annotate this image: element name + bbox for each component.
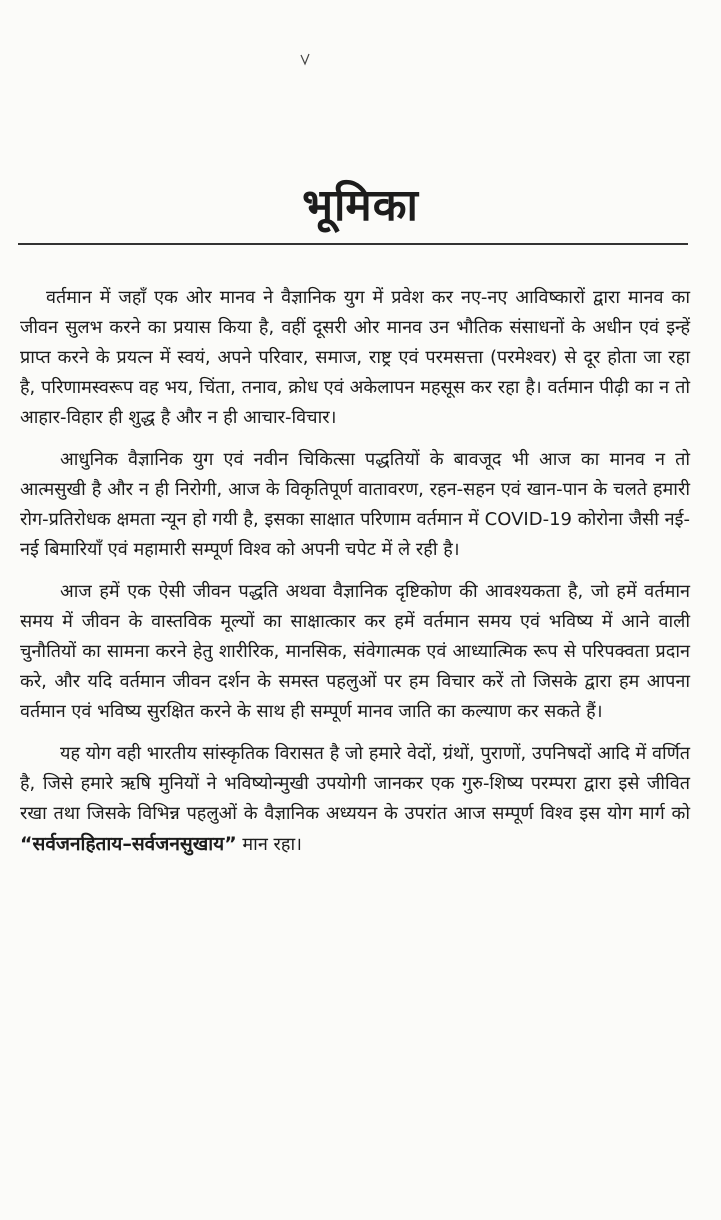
body-text	[20, 283, 690, 872]
paragraph-3: आज हमें एक ऐसी जीवन पद्धति अथवा वैज्ञानिक दृष्टिकोण की आवश्यकता है, जो हमें वर्तमान समय में जीवन के वास्तविक मूल्यों का साक्षात्कार कर हमें वर्तमान समय एवं भविष्य में आने वाली चुनौतियों का सामना करने हेतु शारीरिक, मानसिक, संवेगात्मक एवं आध्यात्मिक रूप से परिपक्वता प्रदान करे, और यदि वर्तमान जीवन दर्शन के समस्त पहलुओं पर हम विचार करें तो जिसके द्वारा हम आपना वर्तमान एवं भविष्य सुरक्षित करने के साथ ही सम्पूर्ण मानव जाति का कल्याण कर सकते हैं।	[20, 581, 690, 722]
page-title: भूमिका	[302, 180, 419, 231]
title-underline	[18, 243, 688, 245]
paragraph-1: वर्तमान में जहाँ एक ओर मानव ने वैज्ञानिक युग में प्रवेश कर नए-नए आविष्कारों द्वारा मानव का जीवन सुलभ करने का प्रयास किया है, वहीं दूसरी ओर मानव उन भौतिक संसाधनों के अधीन एवं इन्हें प्राप्त करने के प्रयत्न में स्वयं, अपने परिवार, समाज, राष्ट्र एवं परमसत्ता (परमेश्वर) से दूर होता जा रहा है, परिणामस्वरूप वह भय, चिंता, तनाव, क्रोध एवं अकेलापन महसूस कर रहा है। वर्तमान पीढ़ी का न तो आहार-विहार ही शुद्ध है और न ही आचार-विचार।	[20, 287, 690, 428]
paragraph-4-text: यह योग वही भारतीय सांस्कृतिक विरासत है जो हमारे वेदों, ग्रंथों, पुराणों, उपनिषदों आदि में वर्णित है, जिसे हमारे ऋषि मुनियों ने भविष्योन्मुखी उपयोगी जानकर एक गुरु-शिष्य परम्परा द्वारा इसे जीवित रखा तथा जिसके विभिन्न पहलुओं के वैज्ञानिक अध्ययन के उपरांत आज सम्पूर्ण विश्व इस योग मार्ग को	[20, 743, 690, 824]
paragraph-4	[20, 739, 690, 860]
paragraph-2: आधुनिक वैज्ञानिक युग एवं नवीन चिकित्सा पद्धतियों के बावजूद भी आज का मानव न तो आत्मसुखी है और न ही निरोगी, आज के विकृतिपूर्ण वातावरण, रहन-सहन एवं खान-पान के चलते हमारी रोग-प्रतिरोधक क्षमता न्यून हो गयी है, इसका साक्षात परिणाम वर्तमान में COVID-19 कोरोना जैसी नई-नई बिमारियाँ एवं महामारी सम्पूर्ण विश्व को अपनी चपेट में ले रही है।	[20, 449, 690, 560]
paragraph-4-ending: मान रहा।	[236, 834, 302, 855]
motto-phrase: “सर्वजनहिताय–सर्वजनसुखाय”	[20, 833, 237, 855]
pen-mark	[300, 52, 310, 66]
